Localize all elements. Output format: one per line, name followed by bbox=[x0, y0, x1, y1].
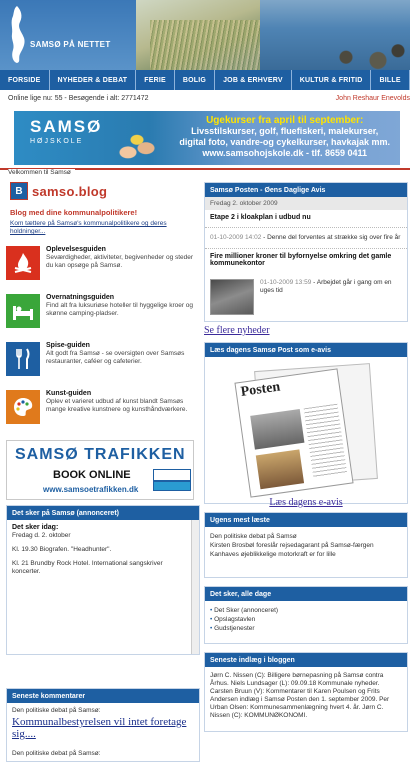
guide-title[interactable]: Kunst-guiden bbox=[46, 390, 92, 397]
list-item[interactable]: Kirsten Brosbøl foreslår rejsedagarant på Samsø-færgen bbox=[210, 542, 374, 549]
banner-logo-sub: HØJSKOLE bbox=[30, 138, 84, 145]
banner-logo bbox=[30, 117, 103, 157]
main-nav bbox=[0, 70, 410, 90]
mest-laeste-box bbox=[204, 512, 408, 578]
sker-annonceret-body bbox=[7, 520, 199, 654]
guide-desc: Seværdigheder, aktiviteter, begivenheder og steder du kan opsøge på Samsø. bbox=[46, 254, 194, 269]
sker-item: Kl. 19.30 Biografen. "Headhunter". bbox=[12, 546, 112, 553]
nav-item-billeder[interactable]: BILLE bbox=[371, 70, 409, 90]
cutlery-icon bbox=[6, 342, 40, 376]
palette-icon bbox=[6, 390, 40, 424]
ferry-icon bbox=[153, 469, 191, 491]
news-thumbnail[interactable] bbox=[210, 279, 254, 315]
blog-sub-link[interactable]: Kom tættere på Samsø's kommunalpolitikere og deres holdninger... bbox=[10, 220, 167, 235]
paper-photo bbox=[256, 449, 304, 489]
bloggen-text[interactable]: Jørn C. Nissen (C): Billigere børnepasning på Samsø contra Århus. Niels Lundsager (L): 09.09.18 Kommunale nyheder. Carsten Bruun (V): Kommentarer til Karen Poulsen og Frits Andersen indlæg i Samsø Posten den 1. september 2009. Per Urban Olsen: Kommunesammenlægning hvert 4. år. Jørn C. Nissen (C): KOMMUNØKONOMI. bbox=[210, 672, 390, 719]
guide-title[interactable]: Overnatningsguiden bbox=[46, 294, 115, 301]
mest-laeste-title: Ugens mest læste bbox=[205, 513, 407, 527]
bloggen-box bbox=[204, 652, 408, 732]
header-grass bbox=[150, 20, 260, 70]
site-title: SAMSØ PÅ NETTET bbox=[30, 40, 111, 49]
post-timestamp: 01-10-2009 13:59 bbox=[260, 279, 312, 286]
post-item bbox=[205, 273, 407, 321]
blog-tagline[interactable]: Blog med dine kommunalpolitikere! bbox=[10, 208, 138, 217]
sker-heading: Det sker idag: bbox=[12, 524, 59, 531]
list-item[interactable]: • Det Sker (annonceret) bbox=[210, 606, 402, 615]
post-item-text: - Denne del forventes at strække sig over fire år bbox=[261, 234, 401, 241]
trafik-title: SAMSØ TRAFIKKEN bbox=[15, 446, 186, 463]
campfire-icon bbox=[6, 246, 40, 280]
trafikken-banner[interactable] bbox=[6, 440, 194, 500]
guide-desc: Find alt fra luksuriøse hoteller til hyggelige kroer og skønne camping-pladser. bbox=[46, 302, 194, 317]
hojskole-banner[interactable] bbox=[14, 111, 400, 165]
sker-annonceret-title: Det sker på Samsø (annonceret) bbox=[7, 506, 199, 520]
blog-logo[interactable] bbox=[6, 178, 200, 204]
bloggen-title: Seneste indlæg i bloggen bbox=[205, 653, 407, 667]
post-headline[interactable]: Fire millioner kroner til byfornyelse omkring det gamle kommunekontor bbox=[205, 248, 407, 273]
header-logo-area[interactable] bbox=[0, 0, 136, 70]
welcome-text: Velkommen til Samsø bbox=[8, 169, 75, 176]
blog-name: samso.blog bbox=[32, 183, 108, 199]
guide-spise[interactable] bbox=[6, 342, 200, 380]
paper-front bbox=[234, 368, 353, 497]
post-timestamp: 01-10-2009 14:02 bbox=[210, 234, 262, 241]
guide-oplevelse[interactable] bbox=[6, 246, 200, 284]
list-item[interactable]: Den politiske debat på Samsø bbox=[210, 533, 297, 540]
nav-item-nyheder[interactable]: NYHEDER & DEBAT bbox=[50, 70, 137, 90]
nav-item-job[interactable]: JOB & ERHVERV bbox=[215, 70, 292, 90]
post-headline[interactable]: Etape 2 i kloakplan i udbud nu bbox=[205, 210, 407, 228]
blog-icon: B bbox=[10, 182, 28, 200]
sker-alle-box bbox=[204, 586, 408, 644]
paper-photo bbox=[250, 409, 304, 450]
komm-category: Den politiske debat på Samsø: bbox=[12, 707, 101, 714]
post-item bbox=[205, 228, 407, 248]
samso-posten-box bbox=[204, 182, 408, 322]
post-date: Fredag 2. oktober 2009 bbox=[205, 197, 407, 210]
nav-item-kultur[interactable]: KULTUR & FRITID bbox=[292, 70, 372, 90]
nav-item-ferie[interactable]: FERIE bbox=[136, 70, 175, 90]
guide-desc: Alt godt fra Samsø - se oversigten over Samsøs restauranter, caféer og cafeterier. bbox=[46, 350, 185, 365]
banner-line4: www.samsohojskole.dk - tlf. 8659 0411 bbox=[202, 148, 368, 158]
kommentarer-body bbox=[7, 703, 199, 761]
scrollbar[interactable] bbox=[191, 520, 199, 654]
guide-title[interactable]: Oplevelsesguiden bbox=[46, 246, 106, 253]
bed-icon bbox=[6, 294, 40, 328]
guide-kunst[interactable] bbox=[6, 390, 200, 428]
island-logo-icon bbox=[8, 4, 30, 64]
banner-text bbox=[179, 115, 390, 159]
mest-laeste-list bbox=[205, 527, 407, 564]
online-right-text[interactable]: John Reshaur Enevolds bbox=[335, 95, 410, 102]
guide-title[interactable]: Spise-guiden bbox=[46, 342, 90, 349]
eavis-title: Læs dagens Samsø Post som e-avis bbox=[205, 343, 407, 357]
list-item[interactable]: • Opslagstavlen bbox=[210, 615, 402, 624]
komm-category: Den politiske debat på Samsø: bbox=[12, 750, 101, 757]
eavis-box bbox=[204, 342, 408, 508]
sker-annonceret-box bbox=[6, 505, 200, 655]
paper-masthead: Posten bbox=[239, 379, 282, 400]
banner-line2: Livsstilskurser, golf, fluefiskeri, malekurser, bbox=[191, 126, 379, 136]
sker-alle-list bbox=[205, 601, 407, 638]
guide-desc: Oplev et varieret udbud af kunst blandt Samsøs mange kreative kunstnere og kunsthåndværkere. bbox=[46, 398, 188, 413]
banner-line3: digital foto, vandre-og cykelkurser, havkajak mm. bbox=[179, 137, 390, 147]
site-header bbox=[0, 0, 410, 70]
eavis-image[interactable] bbox=[236, 365, 376, 493]
paper-text-lines bbox=[304, 404, 347, 478]
guide-overnatning[interactable] bbox=[6, 294, 200, 332]
banner-line1: Ugekurser fra april til september: bbox=[206, 115, 364, 126]
trafik-url: www.samsoetrafikken.dk bbox=[43, 485, 139, 494]
sker-date: Fredag d. 2. oktober bbox=[12, 532, 71, 539]
kommentarer-title: Seneste kommentarer bbox=[7, 689, 199, 703]
banner-logo-main: SAMSØ bbox=[30, 117, 103, 136]
kommentarer-box bbox=[6, 688, 200, 762]
list-item[interactable]: • Gudstjenester bbox=[210, 624, 402, 633]
sker-alle-title: Det sker, alle dage bbox=[205, 587, 407, 601]
more-news-link[interactable]: Se flere nyheder bbox=[204, 325, 270, 336]
banner-photo bbox=[110, 123, 170, 165]
samso-posten-title: Samsø Posten - Øens Daglige Avis bbox=[205, 183, 407, 197]
left-column bbox=[6, 178, 200, 500]
eavis-link[interactable]: Læs dagens e-avis bbox=[269, 497, 343, 508]
nav-item-bolig[interactable]: BOLIG bbox=[175, 70, 215, 90]
right-column bbox=[204, 182, 408, 732]
post-item-text: - Arbejdet går i gang om en uges tid bbox=[260, 279, 392, 294]
trafik-cta: BOOK ONLINE bbox=[53, 469, 131, 481]
komm-link[interactable]: Kommunalbestyrelsen vil intet foretage sig.... bbox=[12, 716, 187, 740]
online-counter: Online lige nu: 55 - Besøgende i alt: 2771472 bbox=[8, 95, 149, 102]
list-item[interactable]: Kanhaves øjeblikkelige motorkraft er for lille bbox=[210, 551, 336, 558]
sker-item: Kl. 21 Brundby Rock Hotel. International sangskriver koncerter. bbox=[12, 560, 163, 575]
header-rocks bbox=[330, 38, 410, 70]
nav-item-forside[interactable]: FORSIDE bbox=[0, 70, 50, 90]
